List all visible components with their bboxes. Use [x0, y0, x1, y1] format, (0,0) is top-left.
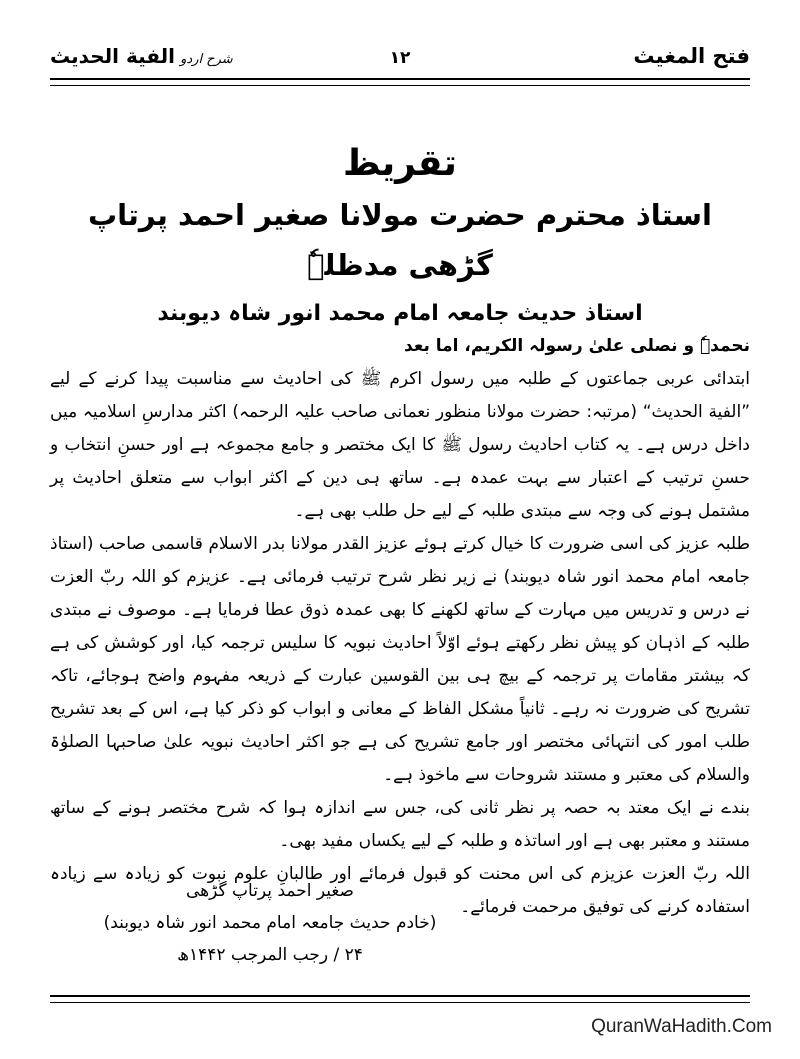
body-text — [50, 330, 750, 924]
signature-block — [90, 875, 450, 971]
page-number: ١٢ — [389, 48, 411, 68]
paragraph: ابتدائی عربی جماعتوں کے طلبہ میں رسول اکرم ﷺ کی احادیث سے مناسبت پیدا کرنے کے لیے ”الفیة الحدیث“ (مرتبہ: حضرت مولانا منظور نعمانی صاحب علیہ الرحمہ) اکثر مدارسِ اسلامیہ میں داخل درس ہے۔ یہ کتاب احادیث رسول ﷺ کا ایک مختصر و جامع مجموعہ ہے اور حسنِ انتخاب و حسنِ ترتیب کے اعتبار سے بہت عمدہ ہے۔ ساتھ ہی دین کے اکثر ابواب سے متعلق احادیث پر مشتمل ہونے کی وجہ سے مبتدی طلبہ کے لیے حل طلب بھی ہے۔ — [50, 369, 750, 521]
series-prefix: شرح اردو — [180, 52, 233, 67]
page-title: تقريظ — [343, 143, 457, 184]
book-title: فتح المغيث — [633, 44, 750, 68]
title-block — [50, 140, 750, 334]
paragraph: اللہ ربّ العزت عزیزم کی اس محنت کو قبول فرمائے اور طالبانِ علوم نبوت کو زیادہ سے زیادہ استفادہ کرنے کی توفیق مرحمت فرمائے۔ — [50, 864, 750, 917]
series-name: الفية الحديث — [50, 44, 176, 68]
header-divider — [50, 78, 750, 86]
salutation: نحمدہٗ و نصلی علیٰ رسولہ الکریم، اما بعد — [404, 336, 750, 356]
series-title — [50, 44, 233, 68]
footer-divider — [50, 995, 750, 1003]
website-watermark: QuranWaHadith.Com — [591, 1016, 772, 1037]
signature-date: ۲۴ / رجب المرجب ۱۴۴۲ھ — [177, 945, 363, 965]
signatory-name: صغیر احمد پرتاپ گڑھی — [186, 881, 354, 901]
author-subtitle: استاذ محترم حضرت مولانا صغیر احمد پرتاپ گڑھی مدظلہٗ — [88, 198, 712, 282]
signatory-role: (خادم حدیث جامعہ امام محمد انور شاہ دیوبند) — [103, 913, 437, 933]
paragraph: طلبہ عزیز کی اسی ضرورت کا خیال کرتے ہوئے عزیز القدر مولانا بدر الاسلام قاسمی صاحب (استاذ جامعہ امام محمد انور شاہ دیوبند) نے زیر نظر شرح ترتیب فرمائی ہے۔ عزیزم کو اللہ ربّ العزت نے درس و تدریس میں مہارت کے ساتھ لکھنے کا بھی عمدہ ذوق عطا فرمایا ہے۔ موصوف نے مبتدی طلبہ کے اذہان کو پیش نظر رکھتے ہوئے اوّلاً احادیث نبویہ کا سلیس ترجمہ کیا، اور کوشش کی ہے کہ بیشتر مقامات پر ترجمہ کے بیچ ہی بین القوسین عبارت کے ذریعہ مفہوم واضح ہوجائے، تاکہ تشریح کی ضرورت نہ رہے۔ ثانیاً مشکل الفاظ کے معانی و ابواب کو ذکر کیا ہے، اس کے بعد تشریح طلب امور کی انتہائی مختصر اور جامع تشریح کی ہے جو اکثر احادیث نبویہ علیٰ صاحبہا الصلوٰۃ والسلام کی معتبر و مستند شروحات سے ماخوذ ہے۔ — [50, 534, 750, 785]
running-header — [50, 38, 750, 78]
paragraph: بندے نے ایک معتد بہ حصہ پر نظر ثانی کی، جس سے اندازہ ہوا کہ شرح مختصر ہونے کے ساتھ مستند و معتبر بھی ہے اور اساتذہ و طلبہ کے لیے یکساں مفید بھی۔ — [50, 798, 750, 851]
author-position: استاذ حدیث جامعہ امام محمد انور شاہ دیوبند — [157, 301, 643, 326]
